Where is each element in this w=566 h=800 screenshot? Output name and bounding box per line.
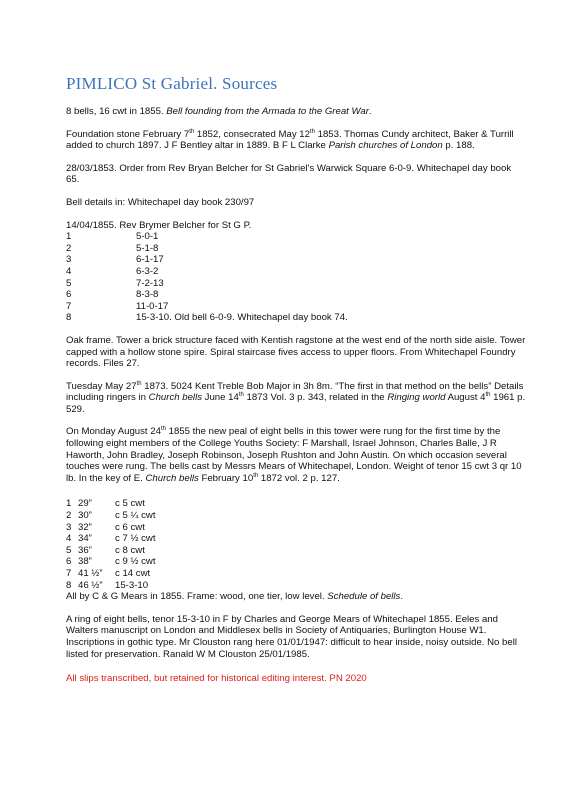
editorial-note: All slips transcribed, but retained for historical editing interest. PN 2020 [66,673,367,685]
bell-weight: 6-1-17 [136,254,164,266]
list-item [66,289,526,301]
superscript: th [309,128,315,135]
text: 1873. 5024 Kent Treble Bob Major in 3h 8m. “The first in that method on the bells” Details including ringers in [66,380,524,404]
paragraph-peal-1873 [66,381,526,416]
list-item [66,243,526,255]
bell-diameter: 36” [78,544,92,556]
bell-number: 2 [66,242,72,254]
bell-diameter: 34” [78,533,92,545]
bell-number: 2 [66,510,72,522]
list-item [66,580,526,592]
bell-number: 5 [66,277,72,289]
list-item [66,522,526,534]
bell-number: 3 [66,521,72,533]
bell-diameter: 29” [78,498,92,510]
text: 1853. Thomas Cundy architect, Baker & Turrill added to church 1897. J F Bentley altar in 1889. B F L Clarke [66,128,514,152]
text: All by C & G Mears in 1855. Frame: wood, one tier, low level. [66,591,328,603]
page-title: PIMLICO St Gabriel. Sources [66,74,278,93]
bell-number: 8 [66,312,72,324]
book-title: Schedule of bells [327,591,401,603]
text: p. 188. [442,140,475,152]
superscript: th [160,426,166,433]
book-title: Parish churches of London [328,140,443,152]
bell-weight: 5-0-1 [136,231,159,243]
bell-number: 6 [66,556,72,568]
superscript: th [189,128,195,135]
list-item [66,568,526,580]
bell-diameter: 30” [78,510,92,522]
bell-number: 5 [66,544,72,556]
list-item [66,556,526,568]
text: On Monday August 24 [66,426,161,438]
bell-diameter: 41 ½” [78,568,103,579]
list-item [66,510,526,522]
text: August 4 [445,392,486,404]
bell-weight: 7-2-13 [136,277,164,289]
text: February 10 [198,472,254,484]
bell-number: 4 [66,265,72,277]
bell-weight: c 8 cwt [115,544,145,556]
superscript: th [136,380,142,387]
bell-number: 7 [66,568,72,579]
bell-weight: c 5 cwt [115,498,145,510]
bell-weight: c 6 cwt [115,521,145,533]
list-heading: 14/04/1855. Rev Brymer Belcher for St G P. [66,219,252,231]
bell-number: 6 [66,289,72,301]
text: 1855 the new peal of eight bells in this tower were rung for the first time by the following eight members of the College Youths Society: F Marshall, Israel Johnson, Charles Balle, J R Haworth, John Bradley, Joseph Robinson, Joseph Rushton and John Austin. On which occasion several touches were rung. The bells cast by Messrs Mears of Whitechapel, London. Weight of tenor 15 cwt 3 qr 10 lb. In the key of E. [66,426,522,484]
text: Foundation stone February 7 [66,128,190,140]
text: June 14 [202,392,239,404]
list-item [66,231,526,243]
bell-number: 3 [66,254,72,266]
list-footer [66,591,526,603]
bell-diameter: 32” [78,521,92,533]
list-item [66,312,526,324]
paragraph-bells-summary [66,106,526,118]
list-item [66,266,526,278]
bell-weight: 15-3-10 [115,579,149,591]
text: 1852, consecrated May 12 [194,128,310,140]
bell-diameter: 38” [78,556,92,568]
bell-weight: c 9 ½ cwt [115,556,156,568]
text: 8 bells, 16 cwt in 1855. [66,106,167,117]
paragraph-order: 28/03/1853. Order from Rev Bryan Belcher for St Gabriel's Warwick Square 6-0-9. Whitechapel day book 65. [66,162,512,186]
text: 1872 vol. 2 p. 127. [258,472,340,484]
bell-weight: c 5 ¼ cwt [115,510,156,522]
text: 1873 Vol. 3 p. 343, related in the [243,392,388,404]
book-title: Bell founding from the Armada to the Great War [166,106,369,117]
text: . [400,591,404,603]
superscript: th [238,392,244,399]
bell-weight: 8-3-8 [136,289,159,301]
bell-weight: 5-1-8 [136,242,159,254]
paragraph-peal-1855 [66,426,526,484]
bell-number: 8 [66,579,72,591]
bell-weight: 15-3-10. Old bell 6-0-9. Whitechapel day book 74. [136,312,348,324]
bell-weight: c 14 cwt [115,568,151,579]
text: 1961 p. 529. [66,392,526,415]
list-item [66,498,526,510]
bell-number: 7 [66,300,72,312]
bell-weights-list [66,220,526,324]
bell-number: 1 [66,231,72,243]
bell-weight: 6-3-2 [136,265,159,277]
bell-weight: c 7 ½ cwt [115,533,156,545]
paragraph-foundation [66,129,526,152]
superscript: th [253,472,259,479]
book-title: Church bells [145,472,199,484]
book-title: Church bells [148,392,202,404]
book-title: Ringing world [387,392,446,404]
bell-diameter: 46 ½” [78,579,103,591]
list-item [66,254,526,266]
bell-number: 4 [66,533,72,545]
list-item [66,278,526,290]
bell-weight: 11-0-17 [136,300,169,312]
text: Tuesday May 27 [66,380,137,392]
list-item [66,533,526,545]
paragraph-bell-details: Bell details in: Whitechapel day book 230/97 [66,196,255,208]
bell-number: 1 [66,498,72,510]
superscript: th [485,392,491,399]
paragraph-frame: Oak frame. Tower a brick structure faced with Kentish ragstone at the west end of the north side aisle. Tower capped with a hollow stone spire. Spiral staircase fives access to upper floors. From Whitechapel Foundry records. Files 27. [66,334,526,370]
list-item [66,301,526,313]
list-item [66,545,526,557]
paragraph-ring: A ring of eight bells, tenor 15-3-10 in F by Charles and George Mears of Whitechapel 1855. Eeles and Walters manuscript on London and Middlesex bells in Society of Antiquaries, Burlington House W1. Inscriptions in gothic type. Mr Clouston rang here 01/01/1947: difficult to hear inside, noisy outside. No bell listed for preservation. Ranald W M Clouston 25/01/1985. [66,613,517,660]
bell-sizes-list [66,498,526,602]
text: . [368,106,372,117]
